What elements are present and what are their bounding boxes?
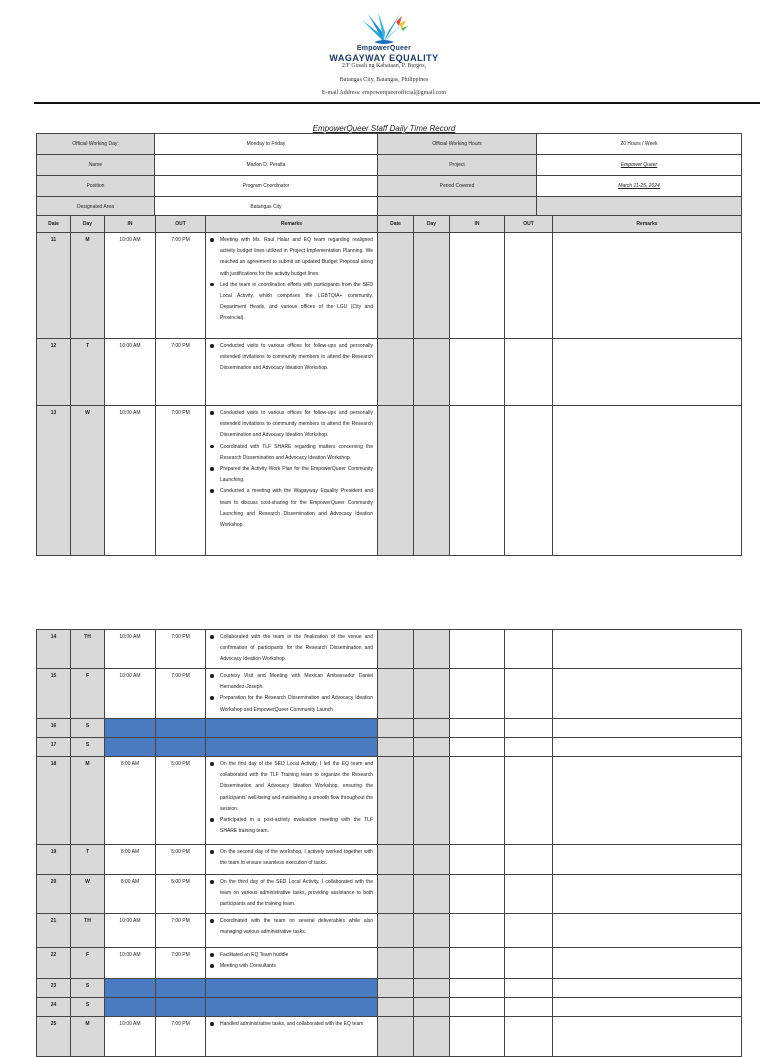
date-cell-2 [378,339,414,406]
day-cell-2 [414,979,450,998]
date-cell: 23 [37,979,71,998]
table-row [37,630,742,669]
table-row [37,339,742,406]
out-cell-2 [505,875,553,914]
in-cell-2 [450,406,505,556]
in-cell: 10:00 AM [105,406,156,556]
remarks-cell [206,979,378,998]
day-cell-2 [414,948,450,979]
day-cell: M [71,1017,105,1057]
out-cell-2 [505,738,553,757]
remark-item: Conducted visits to various offices for follow-ups and personally extended invitations to community members to attend the Research Dissemination and Advocacy Ideation Workshop. [220,408,373,442]
position-value: Program Coordinator [155,176,378,197]
out-cell-2 [505,914,553,948]
remark-item: Meeting with Ms. Raul Halar and EQ team regarding realigned activity budget lines utilized in Project Implementation Planning. We reached an agreement to submit an updated Budget Proposal along with justifications for the activity budget lines. [220,235,373,280]
date-cell: 21 [37,914,71,948]
table-row [37,979,742,998]
date-cell: 11 [37,233,71,339]
table-row [37,1017,742,1057]
date-cell-2 [378,630,414,669]
logo-wordmark: EmpowerQueer [356,45,412,52]
day-cell: M [71,233,105,339]
out-cell-2 [505,630,553,669]
remark-item: Collaborated with the team in the finalization of the venue and confirmation of participants for the Research Dissemination and Advocacy Ideation Workshop. [220,632,373,666]
day-cell-2 [414,719,450,738]
day-cell-2 [414,669,450,719]
remarks-cell-2 [553,998,742,1017]
header-divider [34,102,760,104]
out-cell-2 [505,998,553,1017]
out-cell: 5:00 PM [156,757,206,845]
in-cell [105,738,156,757]
remarks-cell-2 [553,669,742,719]
day-cell: W [71,875,105,914]
out-cell: 7:00 PM [156,1017,206,1057]
date-cell-2 [378,406,414,556]
info-table [36,133,742,218]
table-row [37,845,742,875]
remarks-list [220,671,373,716]
in-cell-2 [450,998,505,1017]
remarks-cell-2 [553,757,742,845]
day-cell-2 [414,875,450,914]
in-cell-2 [450,948,505,979]
remark-item: On the third day of the SED Local Activity, I collaborated with the team on various administrative tasks, providing assistance to both participants and the training team. [220,877,373,911]
remarks-cell [206,406,378,556]
email-line: E-mail Address: empowerqueerofficial@gmail.com [321,90,447,96]
date-cell: 13 [37,406,71,556]
table-row [37,998,742,1017]
col-day-2: Day [414,216,450,233]
position-label: Position [37,176,155,197]
date-cell: 18 [37,757,71,845]
remarks-cell-2 [553,914,742,948]
remark-item: Coordinated with TLF SHARE regarding matters concerning the Research Dissemination and Advocacy Ideation Workshop. [220,442,373,464]
date-cell: 24 [37,998,71,1017]
out-cell-2 [505,406,553,556]
logo-wordmark-partner: WAGAYWAY EQUALITY [329,53,439,63]
remarks-cell [206,233,378,339]
working-hours-value: 20 Hours / Week [537,134,742,155]
working-hours-label: Official Working Hours [378,134,537,155]
out-cell: 7:00 PM [156,948,206,979]
out-cell: 7:00 PM [156,669,206,719]
col-remarks: Remarks [206,216,378,233]
out-cell-2 [505,1017,553,1057]
day-cell: S [71,979,105,998]
remarks-list [220,341,373,375]
day-cell: M [71,757,105,845]
remarks-cell [206,738,378,757]
in-cell-2 [450,719,505,738]
date-cell: 15 [37,669,71,719]
remark-item: On the first day of the SED Local Activity, I led the EQ team and collaborated with the TLF Training team to organize the Research Dissemination and Advocacy Ideation Workshop, ensuring the participants' well-being and maintaining a smooth flow throughout the session. [220,759,373,815]
remark-item: Participated in a post-activity evaluation meeting with the TLF SHARE training team. [220,815,373,837]
day-cell-2 [414,738,450,757]
out-cell-2 [505,669,553,719]
remarks-cell-2 [553,630,742,669]
table-row [37,948,742,979]
col-in: IN [105,216,156,233]
period-label: Period Covered [378,176,537,197]
col-out: OUT [156,216,206,233]
remark-item: Coordinated with the team on several deliverables while also managing various administrative tasks. [220,916,373,938]
remarks-list [220,916,373,938]
remarks-cell [206,339,378,406]
day-cell-2 [414,630,450,669]
remarks-list [220,1019,373,1030]
table-row [37,406,742,556]
date-cell-2 [378,719,414,738]
remarks-cell-2 [553,979,742,998]
date-cell-2 [378,948,414,979]
out-cell: 7:00 PM [156,339,206,406]
remark-item: Handled administrative tasks, and collaborated with the EQ team [220,1019,373,1030]
remarks-cell-2 [553,406,742,556]
out-cell: 7:00 PM [156,914,206,948]
out-cell [156,719,206,738]
date-cell-2 [378,738,414,757]
in-cell: 8:00 AM [105,875,156,914]
remarks-list [220,877,373,911]
area-value: Batangas City [155,197,378,218]
address-line-1: 2/F Gusali ng Kabataan, P. Burgos, [341,63,427,69]
date-cell-2 [378,233,414,339]
out-cell-2 [505,948,553,979]
out-cell-2 [505,339,553,406]
in-cell: 10:00 AM [105,233,156,339]
date-cell: 16 [37,719,71,738]
remarks-cell-2 [553,233,742,339]
name-label: Name [37,155,155,176]
col-remarks-2: Remarks [553,216,742,233]
remarks-list [220,632,373,666]
out-cell-2 [505,233,553,339]
date-cell-2 [378,875,414,914]
remarks-cell-2 [553,1017,742,1057]
date-cell: 20 [37,875,71,914]
in-cell: 10:00 AM [105,914,156,948]
remarks-list [220,408,373,531]
table-row [37,233,742,339]
remark-item: Courtesy Visit and Meeting with Mexican Ambassador Daniel Hernandez-Joseph. [220,671,373,693]
date-cell-2 [378,979,414,998]
period-value: March 11-25, 2024 [537,176,742,197]
col-out-2: OUT [505,216,553,233]
in-cell: 10:00 AM [105,669,156,719]
date-cell-2 [378,757,414,845]
col-day: Day [71,216,105,233]
day-cell: TH [71,914,105,948]
remarks-cell [206,669,378,719]
date-cell: 14 [37,630,71,669]
remarks-list [220,950,373,972]
remark-item: Conducted a meeting with the Wagayway Equality President and team to discuss cost-sharing for the EmpowerQueer Community Launching and Research Dissemination and Advocacy Ideation Workshop. [220,486,373,531]
table-row [37,757,742,845]
remarks-cell [206,875,378,914]
remarks-cell-2 [553,719,742,738]
remark-item: Prepared the Activity Work Plan for the EmpowerQueer Community Launching. [220,464,373,486]
day-cell: S [71,719,105,738]
name-value: Marlon D. Peralta [155,155,378,176]
remark-item: Conducted visits to various offices for follow-ups and personally extended invitations to community members to attend the Research Dissemination and Advocacy Ideation Workshop. [220,341,373,375]
remark-item: On the second day of the workshop, I actively worked together with the team to ensure seamless execution of tasks. [220,847,373,869]
remarks-list [220,759,373,837]
out-cell: 7:00 PM [156,630,206,669]
in-cell-2 [450,845,505,875]
day-cell: S [71,738,105,757]
remarks-cell-2 [553,845,742,875]
day-cell: T [71,339,105,406]
time-record-table-1 [36,215,742,556]
col-in-2: IN [450,216,505,233]
date-cell-2 [378,998,414,1017]
in-cell: 10:00 AM [105,948,156,979]
in-cell [105,979,156,998]
document-title: EmpowerQueer Staff Daily Time Record [312,124,456,133]
date-cell-2 [378,1017,414,1057]
day-cell: T [71,845,105,875]
in-cell [105,998,156,1017]
out-cell [156,979,206,998]
time-record-table-2 [36,629,742,1057]
day-cell: F [71,669,105,719]
in-cell-2 [450,233,505,339]
out-cell-2 [505,845,553,875]
out-cell-2 [505,979,553,998]
remark-item: Meeting with Consultants [220,961,373,972]
out-cell [156,738,206,757]
day-cell: TH [71,630,105,669]
remark-item: Facilitated an EQ Team huddle [220,950,373,961]
table-row [37,669,742,719]
remarks-cell [206,1017,378,1057]
in-cell: 8:00 AM [105,845,156,875]
remarks-cell [206,719,378,738]
remark-item: Led the team in coordination efforts with participants from the SED Local Activity, which comprises the LGBTQIA+ community, Department Heads, and various offices of the LGU (City and Provincial). [220,280,373,325]
date-cell: 17 [37,738,71,757]
out-cell: 5:00 PM [156,875,206,914]
day-cell-2 [414,406,450,556]
day-cell: S [71,998,105,1017]
in-cell-2 [450,979,505,998]
remarks-cell [206,948,378,979]
out-cell: 7:00 PM [156,406,206,556]
out-cell-2 [505,757,553,845]
column-headers [37,216,742,233]
day-cell-2 [414,757,450,845]
remarks-cell-2 [553,948,742,979]
in-cell-2 [450,738,505,757]
in-cell-2 [450,875,505,914]
in-cell: 10:00 AM [105,1017,156,1057]
date-cell: 25 [37,1017,71,1057]
date-cell: 12 [37,339,71,406]
in-cell-2 [450,669,505,719]
day-cell-2 [414,914,450,948]
project-label: Project [378,155,537,176]
day-cell-2 [414,339,450,406]
area-label: Designated Area [37,197,155,218]
date-cell-2 [378,845,414,875]
in-cell-2 [450,757,505,845]
day-cell-2 [414,1017,450,1057]
in-cell-2 [450,1017,505,1057]
remarks-list [220,235,373,325]
out-cell: 5:00 PM [156,845,206,875]
date-cell-2 [378,914,414,948]
day-cell-2 [414,998,450,1017]
remarks-cell [206,998,378,1017]
in-cell-2 [450,914,505,948]
in-cell [105,719,156,738]
remarks-cell [206,757,378,845]
in-cell: 10:00 AM [105,339,156,406]
in-cell-2 [450,339,505,406]
col-date: Date [37,216,71,233]
table-row [37,914,742,948]
day-cell: F [71,948,105,979]
day-cell: W [71,406,105,556]
address-line-2: Batangas City, Batangas, Philippines [339,77,429,83]
in-cell: 10:00 AM [105,630,156,669]
in-cell-2 [450,630,505,669]
table-row [37,719,742,738]
table-row [37,875,742,914]
in-cell: 8:00 AM [105,757,156,845]
day-cell-2 [414,845,450,875]
date-cell-2 [378,669,414,719]
day-cell-2 [414,233,450,339]
date-cell: 22 [37,948,71,979]
remarks-list [220,847,373,869]
table-row [37,738,742,757]
remarks-cell-2 [553,738,742,757]
remarks-cell [206,845,378,875]
out-cell [156,998,206,1017]
out-cell: 7:00 PM [156,233,206,339]
out-cell-2 [505,719,553,738]
working-day-label: Official Working Day: [37,134,155,155]
remarks-cell [206,630,378,669]
remark-item: Preparation for the Research Dissemination and Advocacy Ideation Workshop and EmpowerQueer Community Launch [220,693,373,715]
remarks-cell-2 [553,339,742,406]
working-day-value: Monday to Friday [155,134,378,155]
col-date-2: Date [378,216,414,233]
project-value: Empower Queer [537,155,742,176]
date-cell: 19 [37,845,71,875]
remarks-cell [206,914,378,948]
remarks-cell-2 [553,875,742,914]
